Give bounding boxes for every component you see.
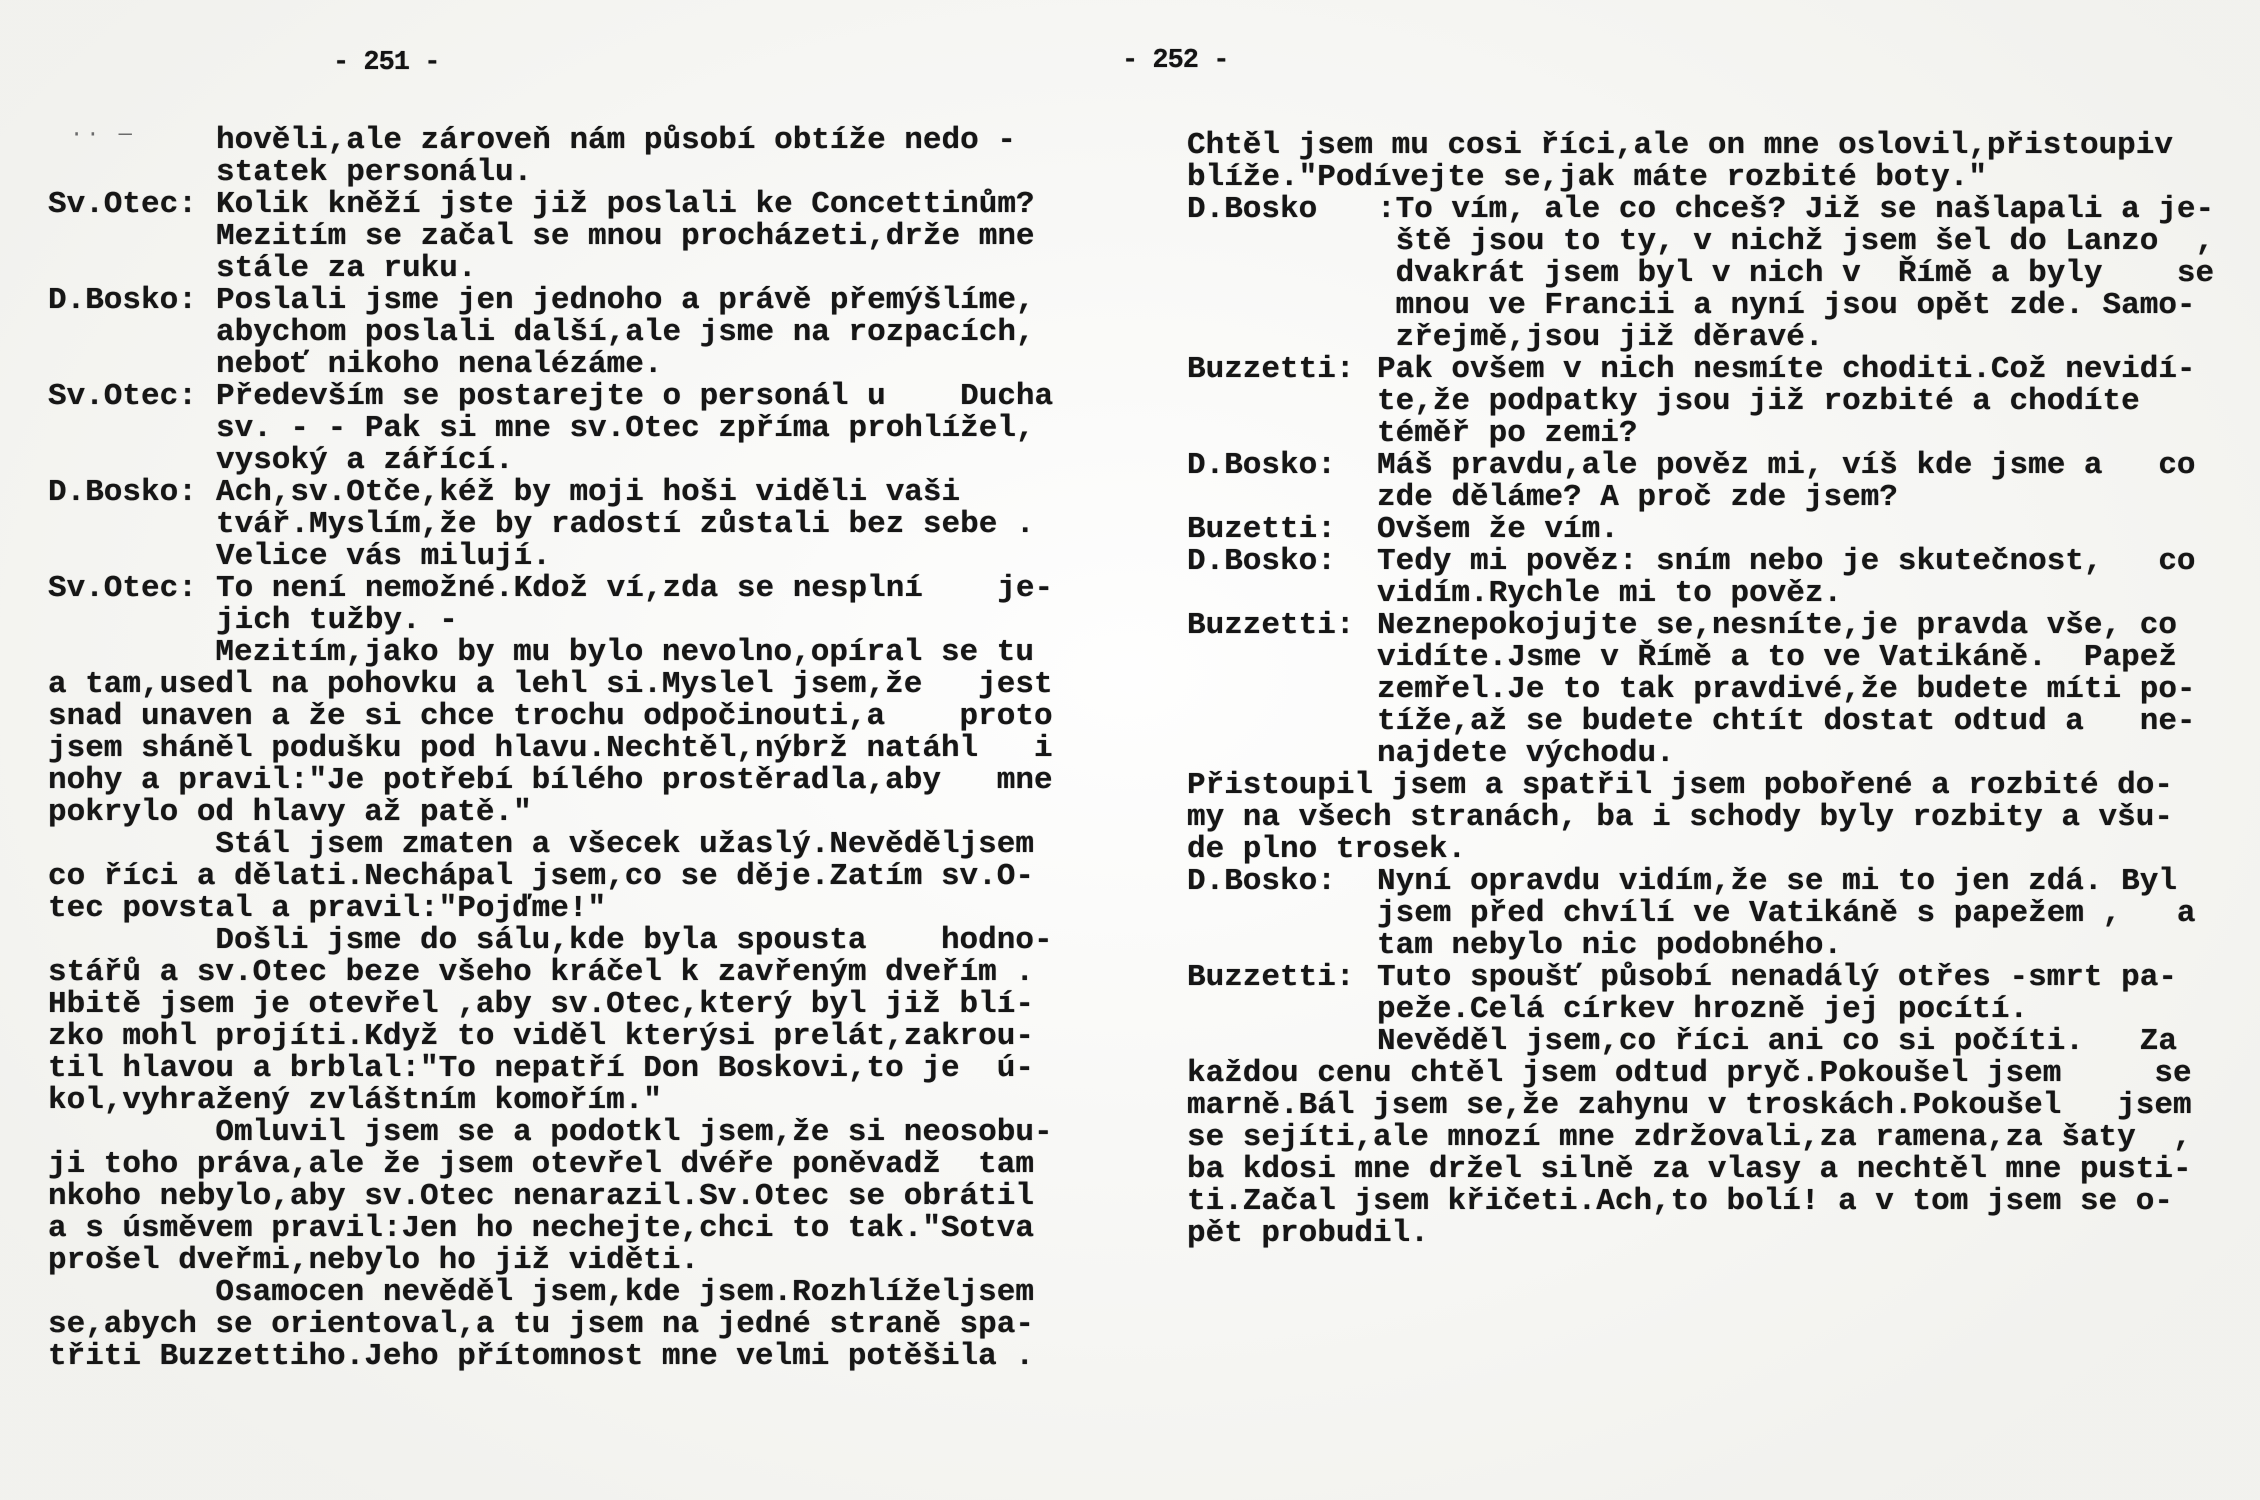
paragraph-block xyxy=(48,1117,1078,1277)
text-line: jsem před chvílí ve Vatikáně s papežem , a xyxy=(1377,896,2196,931)
text-line: se sejíti,ale mnozí mne zdržovali,za ramena,za šaty , xyxy=(1187,1120,2192,1155)
text-line: Pak ovšem v nich nesmíte choditi.Což nevidí- xyxy=(1377,352,2196,387)
text-lines xyxy=(1187,770,2173,866)
text-line: te,že podpatky jsou již rozbité a chodíte xyxy=(1377,384,2140,419)
speaker-label: D.Bosko xyxy=(1187,192,1318,227)
dialogue-block xyxy=(1187,514,2227,546)
ink-artifact: ·· — xyxy=(70,122,135,147)
dialogue-block xyxy=(48,573,1078,637)
text-lines xyxy=(1377,962,2177,1058)
text-line: Hbitě jsem je otevřel ,aby sv.Otec,který byl již blí- xyxy=(48,987,1034,1022)
dialogue-block xyxy=(1187,866,2227,962)
text-line: ji toho práva,ale že jsem otevřel dvéře poněvadž tam xyxy=(48,1147,1034,1182)
text-line: zko mohl projíti.Když to viděl kterýsi prelát,zakrou- xyxy=(48,1019,1034,1054)
right-page-text xyxy=(1187,130,2227,1250)
text-line: To není nemožné.Kdož ví,zda se nesplní je- xyxy=(216,571,1054,606)
text-line: Nyní opravdu vidím,že se mi to jen zdá. Byl xyxy=(1377,864,2177,899)
text-line: blíže."Podívejte se,jak máte rozbité boty." xyxy=(1187,160,1987,195)
text-line: Neznepokojujte se,nesníte,je pravda vše, co xyxy=(1377,608,2177,643)
dialogue-block xyxy=(1187,962,2227,1058)
speaker-label: D.Bosko: xyxy=(48,475,197,510)
text-line: zde děláme? A proč zde jsem? xyxy=(1377,480,1898,515)
paragraph-block xyxy=(1187,1058,2227,1250)
text-line: ště jsou to ty, v nichž jsem šel do Lanzo , xyxy=(1377,224,2215,259)
text-line: a tam,usedl na pohovku a lehl si.Myslel jsem,že jest xyxy=(48,667,1053,702)
text-line: tvář.Myslím,že by radostí zůstali bez sebe . xyxy=(216,507,1035,542)
text-line: Mezitím,jako by mu bylo nevolno,opíral se tu xyxy=(48,635,1034,670)
text-lines xyxy=(48,1117,1053,1277)
text-line: Ach,sv.Otče,kéž by moji hoši viděli vaši xyxy=(216,475,961,510)
left-page-text xyxy=(48,125,1078,1373)
text-line: Poslali jsme jen jednoho a právě přemýšlíme, xyxy=(216,283,1035,318)
text-line: prošel dveřmi,nebylo ho již viděti. xyxy=(48,1243,700,1278)
text-line: pět probudil. xyxy=(1187,1216,1429,1251)
text-line: jich tužby. - xyxy=(216,603,458,638)
text-lines xyxy=(48,1277,1034,1373)
speaker-label: Sv.Otec: xyxy=(48,571,197,606)
dialogue-block xyxy=(1187,610,2227,770)
speaker-label: D.Bosko: xyxy=(48,283,197,318)
text-line: téměř po zemi? xyxy=(1377,416,1638,451)
text-line: nohy a pravil:"Je potřebí bílého prostěradla,aby mne xyxy=(48,763,1053,798)
text-line: jsem sháněl podušku pod hlavu.Nechtěl,nýbrž natáhl i xyxy=(48,731,1053,766)
text-line: neboť nikoho nenalézáme. xyxy=(216,347,663,382)
text-line: vidím.Rychle mi to pověz. xyxy=(1377,576,1843,611)
paragraph-block xyxy=(1187,130,2227,194)
text-line: Došli jsme do sálu,kde byla spousta hodno- xyxy=(48,923,1053,958)
text-lines xyxy=(48,925,1053,1117)
text-lines xyxy=(1377,194,2214,354)
text-line: tec povstal a pravil:"Pojďme!" xyxy=(48,891,607,926)
text-line: se,abych se orientoval,a tu jsem na jedné straně spa- xyxy=(48,1307,1034,1342)
text-line: Chtěl jsem mu cosi říci,ale on mne oslovil,přistoupiv xyxy=(1187,128,2173,163)
text-line: Omluvil jsem se a podotkl jsem,že si neosobu- xyxy=(48,1115,1053,1150)
speaker-label: Buzzetti: xyxy=(1187,352,1355,387)
dialogue-block xyxy=(1187,546,2227,610)
speaker-label: D.Bosko: xyxy=(1187,544,1336,579)
text-line: Stál jsem zmaten a všecek užaslý.Nevěděljsem xyxy=(48,827,1034,862)
speaker-label: Buzetti: xyxy=(1187,512,1336,547)
text-lines xyxy=(216,285,1035,381)
text-lines xyxy=(1377,354,2196,450)
text-line: zemřel.Je to tak pravdivé,že budete míti po- xyxy=(1377,672,2196,707)
text-lines xyxy=(216,573,1053,637)
text-line: a s úsměvem pravil:Jen ho nechejte,chci to tak."Sotva xyxy=(48,1211,1034,1246)
text-line: statek personálu. xyxy=(216,155,533,190)
text-line: pokrylo od hlavy až patě." xyxy=(48,795,532,830)
text-line: tíže,až se budete chtít dostat odtud a ne- xyxy=(1377,704,2196,739)
dialogue-block xyxy=(48,381,1078,477)
text-line: hověli,ale zároveň nám působí obtíže nedo - xyxy=(216,123,1016,158)
text-lines xyxy=(1377,610,2196,770)
dialogue-block xyxy=(48,189,1078,285)
text-line: abychom poslali další,ale jsme na rozpacích, xyxy=(216,315,1035,350)
dialogue-block xyxy=(48,285,1078,381)
paragraph-block xyxy=(48,637,1078,829)
speaker-label: Sv.Otec: xyxy=(48,379,197,414)
text-lines xyxy=(216,189,1035,285)
paragraph-block xyxy=(1187,770,2227,866)
text-line: til hlavou a brblal:"To nepatří Don Boskovi,to je ú- xyxy=(48,1051,1034,1086)
text-line: Především se postarejte o personál u Ducha xyxy=(216,379,1054,414)
text-line: :To vím, ale co chceš? Již se našlapali a je- xyxy=(1377,192,2215,227)
text-line: třiti Buzzettiho.Jeho přítomnost mne velmi potěšila . xyxy=(48,1339,1034,1374)
paragraph-block xyxy=(48,1277,1078,1373)
speaker-label: Sv.Otec: xyxy=(48,187,197,222)
text-line: Máš pravdu,ale pověz mi, víš kde jsme a co xyxy=(1377,448,2196,483)
text-line: Osamocen nevěděl jsem,kde jsem.Rozhlíželjsem xyxy=(48,1275,1034,1310)
page-number-right: - 252 - xyxy=(1122,46,1229,76)
text-line: mnou ve Francii a nyní jsou opět zde. Samo- xyxy=(1377,288,2196,323)
text-lines xyxy=(216,381,1053,477)
text-line: marně.Bál jsem se,že zahynu v troskách.Pokoušel jsem xyxy=(1187,1088,2192,1123)
text-line: ba kdosi mne držel silně za vlasy a nechtěl mne pusti- xyxy=(1187,1152,2192,1187)
speaker-label: D.Bosko: xyxy=(1187,864,1336,899)
speaker-label: Buzzetti: xyxy=(1187,608,1355,643)
text-line: kol,vyhražený zvláštním komořím." xyxy=(48,1083,662,1118)
text-line: co říci a dělati.Nechápal jsem,co se děje.Zatím sv.O- xyxy=(48,859,1034,894)
text-line: zřejmě,jsou již děravé. xyxy=(1377,320,1824,355)
text-line: vysoký a zářící. xyxy=(216,443,514,478)
text-lines xyxy=(48,829,1034,925)
text-lines xyxy=(1377,546,2196,610)
text-line: stářů a sv.Otec beze všeho kráčel k zavřeným dveřím . xyxy=(48,955,1034,990)
text-lines xyxy=(216,477,1035,573)
text-line: Kolik kněží jste již poslali ke Concettinům? xyxy=(216,187,1035,222)
text-lines xyxy=(1377,514,1619,546)
text-line: každou cenu chtěl jsem odtud pryč.Pokoušel jsem se xyxy=(1187,1056,2192,1091)
speaker-label: Buzzetti: xyxy=(1187,960,1355,995)
text-line: Velice vás milují. xyxy=(216,539,551,574)
text-lines xyxy=(1187,1058,2192,1250)
text-line: najdete východu. xyxy=(1377,736,1675,771)
dialogue-block xyxy=(1187,354,2227,450)
paragraph-block xyxy=(48,925,1078,1117)
text-line: my na všech stranách, ba i schody byly rozbity a všu- xyxy=(1187,800,2173,835)
text-line: de plno trosek. xyxy=(1187,832,1467,867)
text-line: peže.Celá církev hrozně jej pocítí. xyxy=(1377,992,2029,1027)
text-line: snad unaven a že si chce trochu odpočinouti,a proto xyxy=(48,699,1053,734)
dialogue-block xyxy=(1187,450,2227,514)
text-line: Tedy mi pověz: sním nebo je skutečnost, co xyxy=(1377,544,2196,579)
text-lines xyxy=(48,637,1053,829)
dialogue-block xyxy=(48,125,1078,189)
text-line: tam nebylo nic podobného. xyxy=(1377,928,1843,963)
text-line: sv. - - Pak si mne sv.Otec zpříma prohlížel, xyxy=(216,411,1035,446)
text-line: Mezitím se začal se mnou procházeti,drže mne xyxy=(216,219,1035,254)
dialogue-block xyxy=(1187,194,2227,354)
text-line: dvakrát jsem byl v nich v Římě a byly se xyxy=(1377,256,2215,291)
text-lines xyxy=(1377,450,2196,514)
text-line: Přistoupil jsem a spatřil jsem pobořené a rozbité do- xyxy=(1187,768,2173,803)
text-line: ti.Začal jsem křičeti.Ach,to bolí! a v tom jsem se o- xyxy=(1187,1184,2173,1219)
speaker-label: D.Bosko: xyxy=(1187,448,1336,483)
text-line: stále za ruku. xyxy=(216,251,477,286)
text-line: vidíte.Jsme v Římě a to ve Vatikáně. Papež xyxy=(1377,640,2177,675)
text-lines xyxy=(216,125,1016,189)
dialogue-block xyxy=(48,477,1078,573)
text-line: Tuto spoušť působí nenadálý otřes -smrt pa- xyxy=(1377,960,2177,995)
text-line: Nevěděl jsem,co říci ani co si počíti. Za xyxy=(1377,1024,2177,1059)
paragraph-block xyxy=(48,829,1078,925)
page-number-left: - 251 - xyxy=(333,48,440,78)
text-line: nkoho nebylo,aby sv.Otec nenarazil.Sv.Otec se obrátil xyxy=(48,1179,1034,1214)
text-lines xyxy=(1187,130,2173,194)
text-lines xyxy=(1377,866,2196,962)
text-line: Ovšem že vím. xyxy=(1377,512,1619,547)
